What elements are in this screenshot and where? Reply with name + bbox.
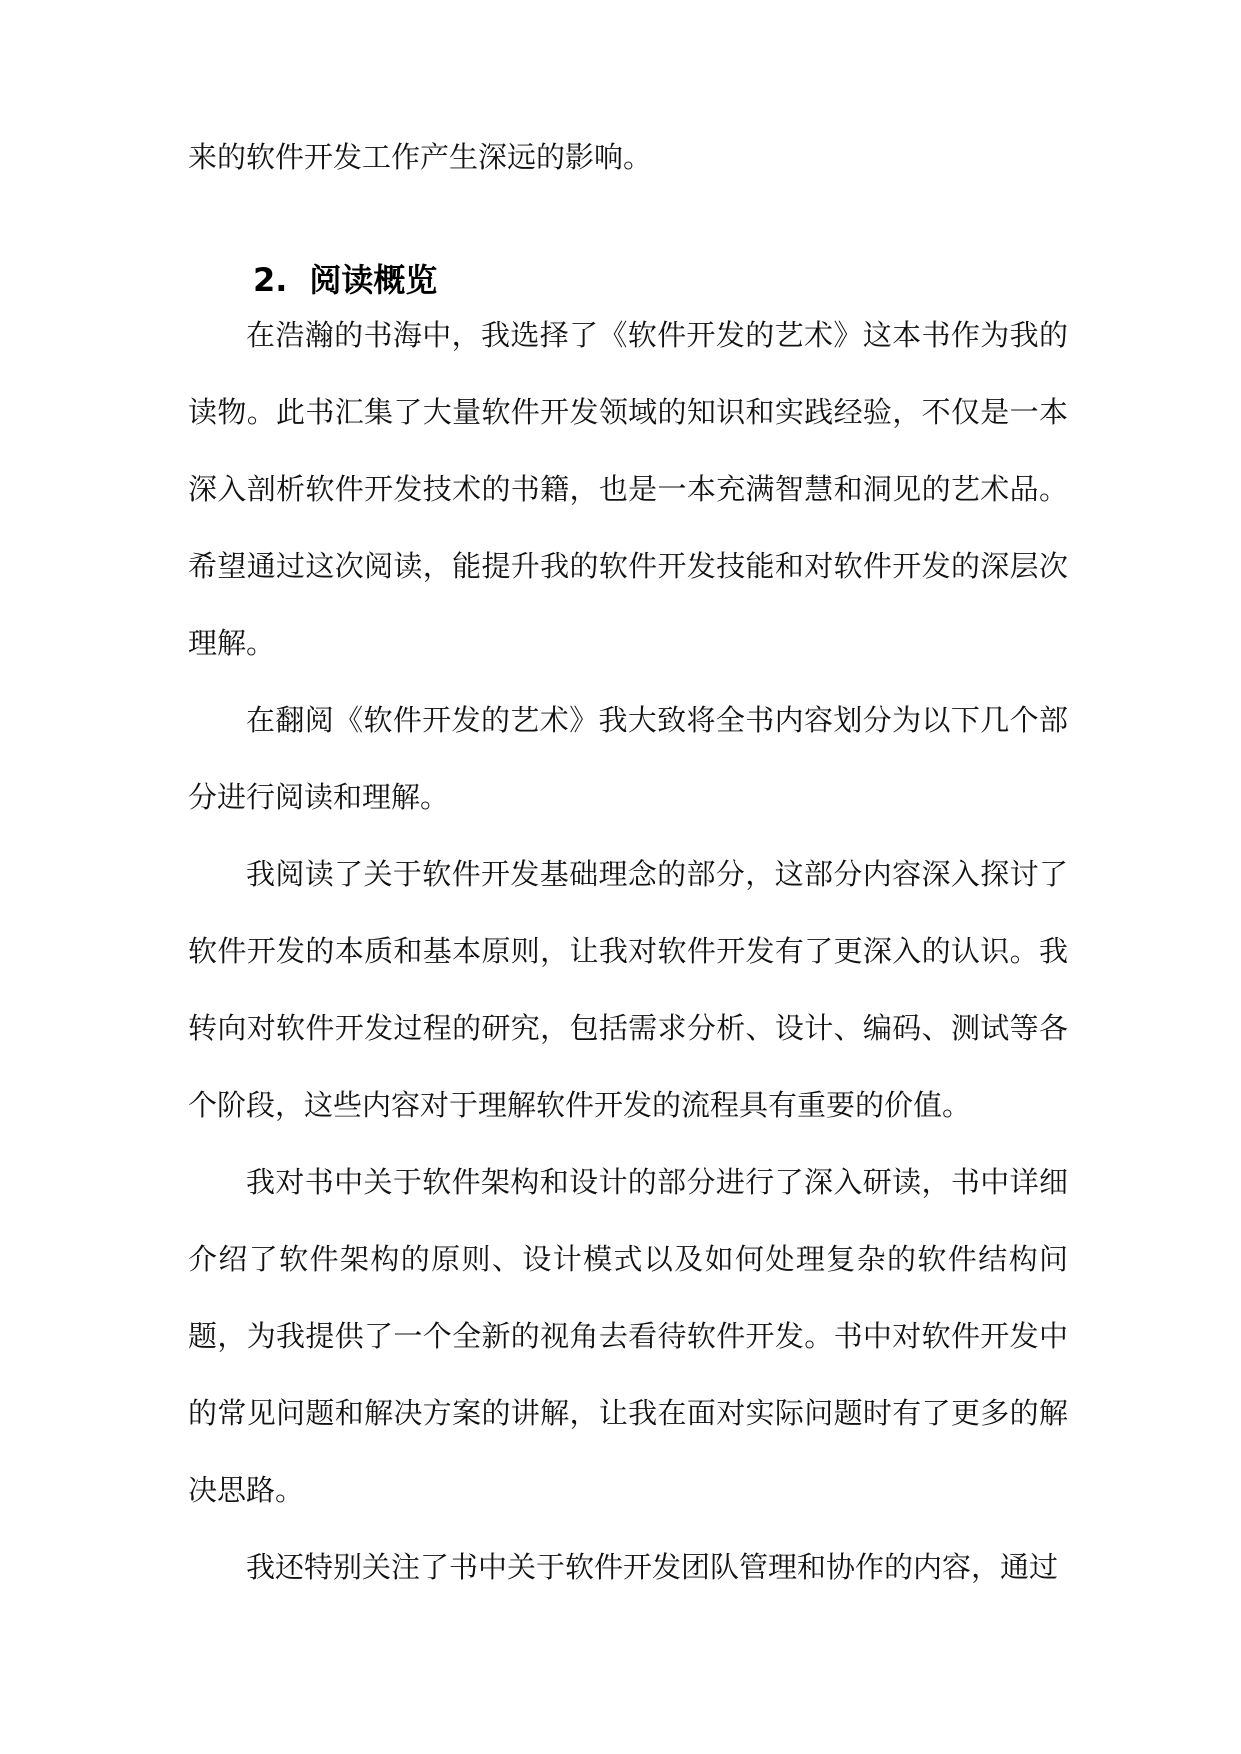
body-text [188,297,1068,1606]
section-number: 2. [253,261,288,299]
continuation-block [188,119,1068,196]
section-title: 阅读概览 [309,261,438,299]
paragraph-fundamentals: 我阅读了关于软件开发基础理念的部分，这部分内容深入探讨了软件开发的本质和基本原则，让我对软件开发有了更深入的认识。我转向对软件开发过程的研究，包括需求分析、设计、编码、测试等各个阶段，这些内容对于理解软件开发的流程具有重要的价值。 [188,857,1068,1122]
paragraph-structure: 在翻阅《软件开发的艺术》我大致将全书内容划分为以下几个部分进行阅读和理解。 [188,703,1068,814]
continuation-paragraph: 来的软件开发工作产生深远的影响。 [188,140,653,174]
paragraph-team: 我还特别关注了书中关于软件开发团队管理和协作的内容，通过 [246,1550,1059,1584]
paragraph-intro: 在浩瀚的书海中，我选择了《软件开发的艺术》这本书作为我的读物。此书汇集了大量软件开发领域的知识和实践经验，不仅是一本深入剖析软件开发技术的书籍，也是一本充满智慧和洞见的艺术品。希望通过这次阅读，能提升我的软件开发技能和对软件开发的深层次理解。 [188,318,1068,660]
paragraph-architecture: 我对书中关于软件架构和设计的部分进行了深入研读，书中详细介绍了软件架构的原则、设计模式以及如何处理复杂的软件结构问题，为我提供了一个全新的视角去看待软件开发。书中对软件开发中的常见问题和解决方案的讲解，让我在面对实际问题时有了更多的解决思路。 [188,1165,1068,1507]
